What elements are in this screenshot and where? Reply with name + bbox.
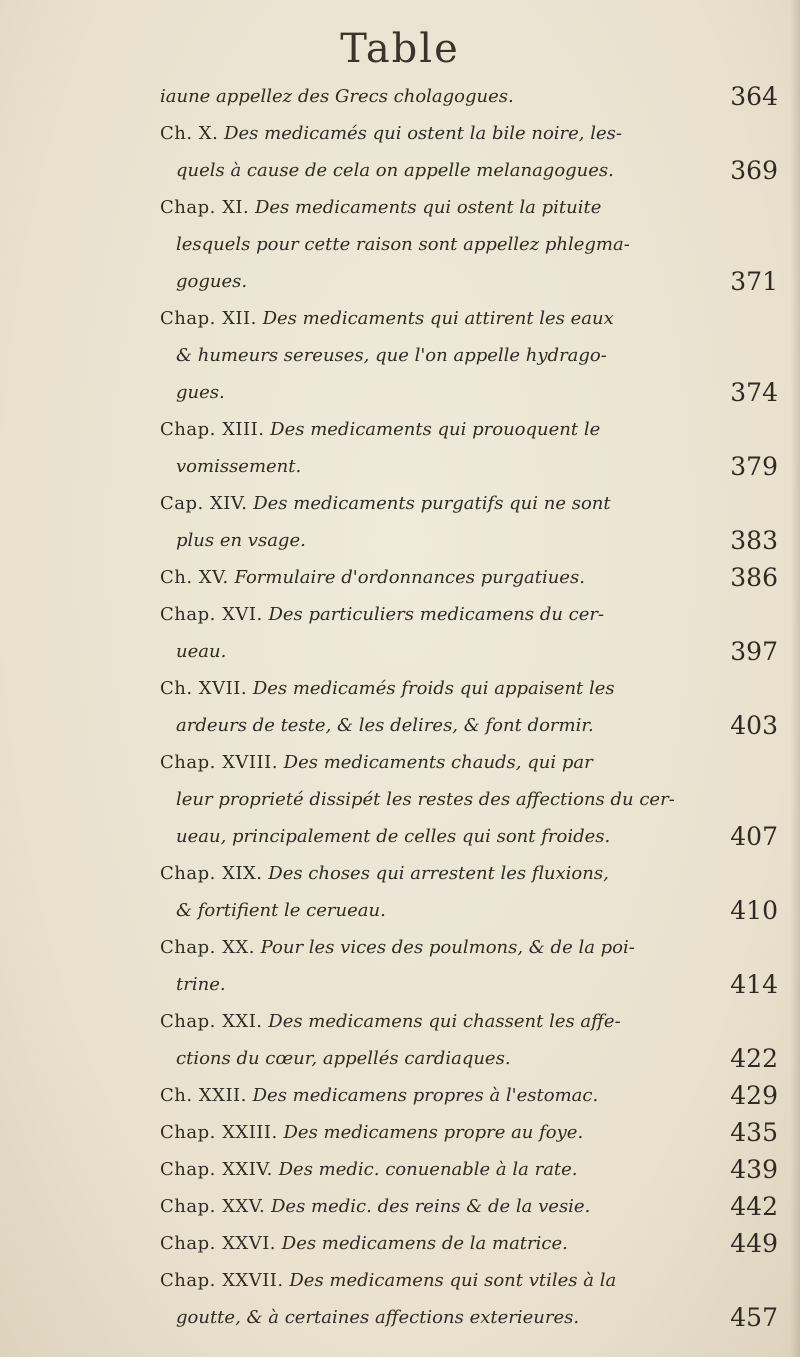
toc-entry-line — [160, 781, 790, 818]
page-number: 386 — [730, 563, 778, 592]
toc-entry — [160, 115, 790, 189]
toc-entry-line — [160, 189, 790, 226]
toc-entry-line — [160, 337, 790, 374]
page-number: 369 — [730, 156, 778, 185]
chapter-title: & fortifient le cerueau. — [176, 900, 386, 921]
chapter-title: Des medicamens propres à l'estomac. — [252, 1085, 599, 1106]
toc-entry-line — [160, 1299, 790, 1336]
toc-entry-line — [160, 929, 790, 966]
chapter-number: Chap. XXV. — [160, 1196, 266, 1217]
chapter-title: Des choses qui arrestent les fluxions, — [268, 863, 609, 884]
toc-entry-line — [160, 1262, 790, 1299]
toc-entry — [160, 559, 790, 596]
toc-entry-line — [160, 374, 790, 411]
chapter-title: Des medic. des reins & de la vesie. — [271, 1196, 591, 1217]
chapter-number: Ch. XXII. — [160, 1085, 247, 1106]
chapter-title: vomissement. — [176, 456, 302, 477]
toc-entry — [160, 1003, 790, 1077]
page-number: 414 — [730, 970, 778, 999]
toc-entry-line — [160, 633, 790, 670]
chapter-number: Chap. XII. — [160, 308, 257, 329]
chapter-title: plus en vsage. — [176, 530, 306, 551]
chapter-title: Des medicaments qui attirent les eaux — [262, 308, 614, 329]
chapter-title: Des medicaments qui prouoquent le — [270, 419, 601, 440]
toc-entry-line — [160, 485, 790, 522]
toc-entry-line — [160, 115, 790, 152]
toc-entry — [160, 1114, 790, 1151]
chapter-number: Ch. XV. — [160, 567, 229, 588]
page-number: 383 — [730, 526, 778, 555]
chapter-title: lesquels pour cette raison sont appellez phlegma- — [176, 234, 630, 255]
chapter-number: Ch. XVII. — [160, 678, 248, 699]
chapter-title: gues. — [176, 382, 225, 403]
toc-entry — [160, 411, 790, 485]
toc-entry-line — [160, 411, 790, 448]
page-number: 429 — [730, 1081, 778, 1110]
toc-entry-line — [160, 152, 790, 189]
toc-entry — [160, 485, 790, 559]
toc-entry-line — [160, 559, 790, 596]
toc-entry-line — [160, 78, 790, 115]
chapter-title: Des medicamés qui ostent la bile noire, les- — [224, 123, 622, 144]
chapter-number: Chap. XXVI. — [160, 1233, 277, 1254]
chapter-number: Chap. XIX. — [160, 863, 263, 884]
toc-entry-line — [160, 1077, 790, 1114]
toc-entry-line — [160, 1114, 790, 1151]
chapter-title: Des medicamés froids qui appaisent les — [252, 678, 615, 699]
toc-entry-line — [160, 300, 790, 337]
toc-entry-line — [160, 1188, 790, 1225]
chapter-title: Des medicaments chauds, qui par — [283, 752, 593, 773]
chapter-title: Des medicaments purgatifs qui ne sont — [253, 493, 611, 514]
toc-entry-line — [160, 1040, 790, 1077]
toc-entry-line — [160, 818, 790, 855]
page-number: 374 — [730, 378, 778, 407]
page-number: 403 — [730, 711, 778, 740]
chapter-title: trine. — [176, 974, 226, 995]
chapter-title: gogues. — [176, 271, 248, 292]
page-number: 371 — [730, 267, 778, 296]
page-edge-shadow — [790, 0, 800, 1357]
page-header: Table — [340, 26, 460, 72]
page-number: 422 — [730, 1044, 778, 1073]
page-number: 364 — [730, 82, 778, 111]
chapter-title: ueau. — [176, 641, 227, 662]
toc-entry — [160, 300, 790, 411]
chapter-title: Des medicaments qui ostent la pituite — [254, 197, 602, 218]
toc-entry — [160, 1225, 790, 1262]
chapter-number: Ch. X. — [160, 123, 219, 144]
toc-entry — [160, 929, 790, 1003]
chapter-title: Formulaire d'ordonnances purgatiues. — [234, 567, 585, 588]
page-number: 442 — [730, 1192, 778, 1221]
page-number: 435 — [730, 1118, 778, 1147]
chapter-number: Cap. XIV. — [160, 493, 248, 514]
toc-entry — [160, 1188, 790, 1225]
toc-entry-line — [160, 966, 790, 1003]
chapter-title: Des medicamens qui sont vtiles à la — [289, 1270, 617, 1291]
chapter-number: Chap. XX. — [160, 937, 255, 958]
chapter-title: Pour les vices des poulmons, & de la poi- — [260, 937, 635, 958]
chapter-number: Chap. XVI. — [160, 604, 263, 625]
toc-entry-line — [160, 226, 790, 263]
chapter-title: Des medicamens propre au foye. — [283, 1122, 584, 1143]
chapter-number: Chap. XXIII. — [160, 1122, 278, 1143]
toc-entry-line — [160, 1225, 790, 1262]
toc-entry-line — [160, 448, 790, 485]
toc-entry — [160, 744, 790, 855]
toc-entry — [160, 596, 790, 670]
chapter-number: Chap. XIII. — [160, 419, 265, 440]
toc-entry — [160, 855, 790, 929]
chapter-title: ardeurs de teste, & les delires, & font dormir. — [176, 715, 594, 736]
toc-entry-line — [160, 1003, 790, 1040]
chapter-number: Chap. XXIV. — [160, 1159, 273, 1180]
toc-entry-line — [160, 707, 790, 744]
page-number: 407 — [730, 822, 778, 851]
chapter-title: ctions du cœur, appellés cardiaques. — [176, 1048, 511, 1069]
chapter-title: leur proprieté dissipét les restes des affections du cer- — [176, 789, 675, 810]
page-number: 379 — [730, 452, 778, 481]
page-number: 410 — [730, 896, 778, 925]
chapter-number: Chap. XXI. — [160, 1011, 263, 1032]
page-number: 457 — [730, 1303, 778, 1332]
toc-entry-line — [160, 855, 790, 892]
chapter-title: Des medic. conuenable à la rate. — [278, 1159, 578, 1180]
toc-entry — [160, 670, 790, 744]
page-number: 439 — [730, 1155, 778, 1184]
table-of-contents — [160, 78, 790, 1336]
chapter-title: goutte, & à certaines affections exterieures. — [176, 1307, 580, 1328]
toc-entry — [160, 1262, 790, 1336]
toc-entry-line — [160, 522, 790, 559]
toc-entry-line — [160, 263, 790, 300]
chapter-title: Des medicamens de la matrice. — [281, 1233, 568, 1254]
toc-entry-line — [160, 670, 790, 707]
chapter-title: Des medicamens qui chassent les affe- — [268, 1011, 621, 1032]
toc-entry — [160, 189, 790, 300]
toc-entry — [160, 1077, 790, 1114]
chapter-title: ueau, principalement de celles qui sont froides. — [176, 826, 611, 847]
toc-entry-line — [160, 596, 790, 633]
chapter-number: Chap. XXVII. — [160, 1270, 284, 1291]
page-number: 449 — [730, 1229, 778, 1258]
toc-entry-line — [160, 892, 790, 929]
chapter-title: Des particuliers medicamens du cer- — [268, 604, 605, 625]
chapter-number: Chap. XVIII. — [160, 752, 278, 773]
toc-entry-line — [160, 1151, 790, 1188]
toc-entry — [160, 78, 790, 115]
chapter-number: Chap. XI. — [160, 197, 250, 218]
chapter-title: quels à cause de cela on appelle melanagogues. — [176, 160, 614, 181]
page-number: 397 — [730, 637, 778, 666]
toc-entry-line — [160, 744, 790, 781]
toc-entry — [160, 1151, 790, 1188]
chapter-title: & humeurs sereuses, que l'on appelle hydrago- — [176, 345, 607, 366]
chapter-title: iaune appellez des Grecs cholagogues. — [160, 86, 514, 107]
